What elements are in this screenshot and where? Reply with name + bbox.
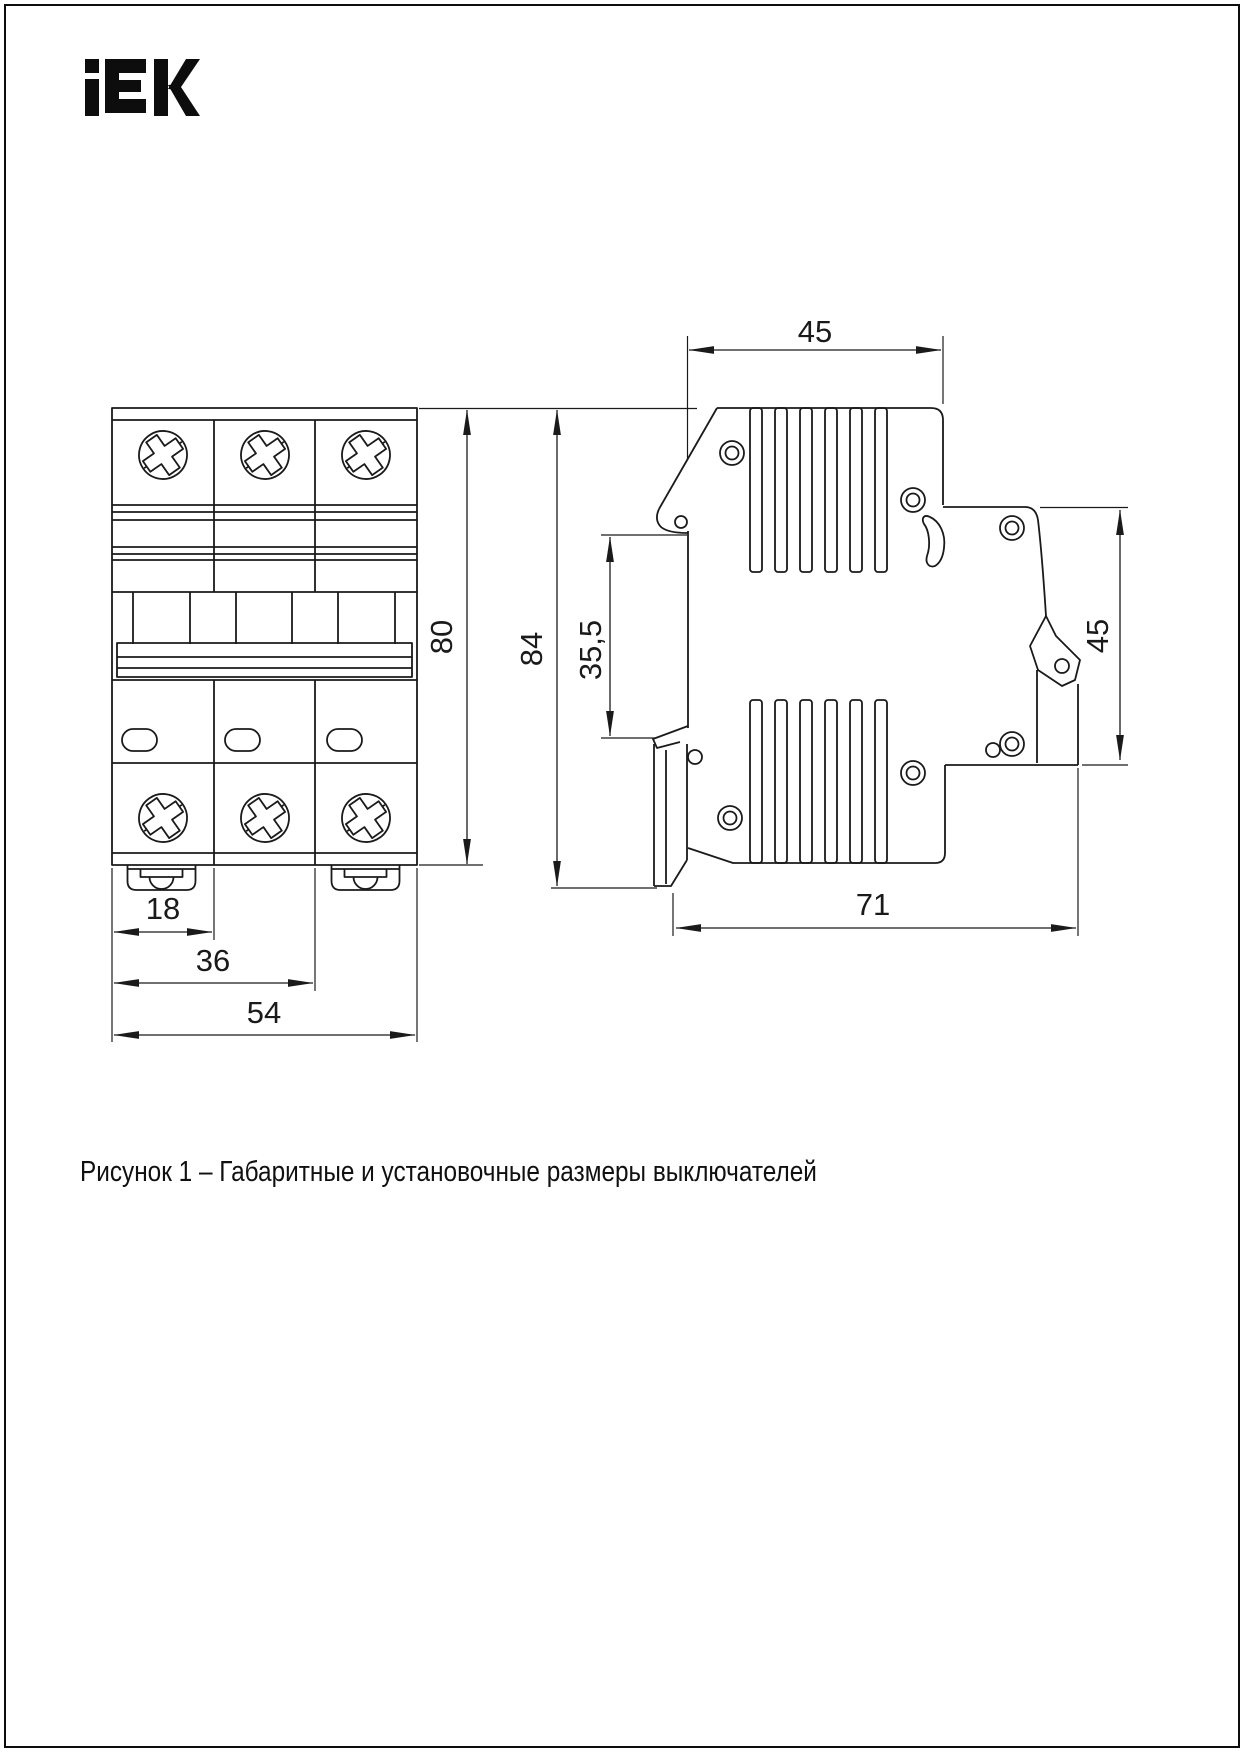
terminal-screw bbox=[333, 422, 400, 489]
dim-overall-depth bbox=[676, 887, 1076, 928]
dim-din-hook-offset bbox=[573, 537, 610, 736]
figure-caption bbox=[80, 1156, 957, 1189]
rivet bbox=[720, 441, 744, 465]
logo-letter-e bbox=[105, 59, 146, 113]
rivet bbox=[1000, 732, 1024, 756]
dim-label: 80 bbox=[424, 619, 459, 655]
dim-total-width bbox=[114, 995, 415, 1035]
din-clip bbox=[332, 865, 400, 890]
dim-label: 18 bbox=[145, 891, 181, 926]
dim-two-module-width bbox=[114, 943, 313, 983]
iek-logo bbox=[85, 59, 200, 116]
logo-letter-i bbox=[85, 59, 99, 116]
dim-label: 45 bbox=[1080, 618, 1115, 654]
terminal-screw bbox=[232, 785, 299, 852]
din-clip bbox=[128, 865, 196, 890]
logo-letter-k bbox=[154, 59, 200, 116]
ventilation-slats-top bbox=[750, 408, 887, 572]
rivet bbox=[1000, 516, 1024, 540]
figure-caption-text: Рисунок 1 – Габаритные и установочные размеры выключателей bbox=[80, 1156, 817, 1188]
rivet bbox=[901, 488, 925, 512]
din-latch bbox=[653, 726, 688, 886]
terminal-screw bbox=[333, 785, 400, 852]
dim-label: 71 bbox=[855, 887, 891, 922]
toggle-handle-bar bbox=[117, 643, 412, 677]
dimensions bbox=[114, 314, 1120, 1035]
dim-label: 45 bbox=[797, 314, 833, 349]
dim-module-width bbox=[114, 891, 212, 932]
rivet bbox=[901, 761, 925, 785]
dim-front-height bbox=[424, 410, 467, 864]
dim-label: 54 bbox=[246, 995, 282, 1030]
toggle-windows bbox=[133, 592, 395, 644]
dim-label: 35,5 bbox=[573, 619, 608, 681]
rivet bbox=[718, 806, 742, 830]
terminal-screw bbox=[130, 422, 197, 489]
pin-hole bbox=[986, 743, 1000, 757]
pin-hole bbox=[688, 750, 702, 764]
dim-label: 84 bbox=[514, 631, 549, 667]
front-view bbox=[112, 408, 417, 890]
label-windows bbox=[122, 729, 362, 751]
dim-label: 36 bbox=[195, 943, 231, 978]
front-body-outline bbox=[112, 408, 417, 865]
curved-slot bbox=[923, 516, 945, 566]
ventilation-slats-bottom bbox=[750, 700, 887, 863]
dim-rear-section-height bbox=[1080, 510, 1120, 760]
terminal-screw bbox=[130, 785, 197, 852]
dim-side-overall-height bbox=[514, 410, 557, 886]
claw-hole bbox=[1055, 659, 1069, 673]
side-view bbox=[653, 408, 1080, 886]
dim-side-top-depth bbox=[689, 314, 941, 350]
terminal-screw bbox=[232, 422, 299, 489]
